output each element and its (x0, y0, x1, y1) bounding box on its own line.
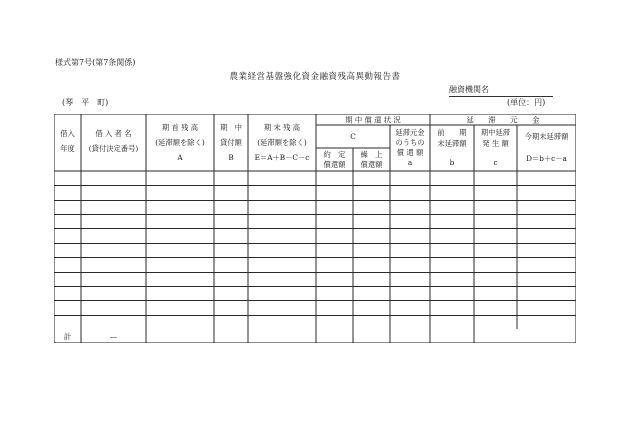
header-loaned: B (228, 153, 234, 162)
header-overdue-repaid: 延滞元金 (395, 128, 425, 137)
header-closing-balance: E＝A＋B－C－c (254, 153, 310, 162)
financing-institution-label: 融資機関名 (449, 85, 489, 94)
header-opening-balance: A (177, 153, 183, 162)
header-year: 借入 (60, 129, 75, 138)
total-label: 計 (63, 332, 72, 341)
unit-note: (単位：円) (507, 98, 546, 107)
header-year: 年度 (60, 144, 75, 153)
header-prior-overdue: 前 期 (437, 128, 467, 137)
header-overdue-repaid: のうちの (395, 138, 425, 147)
header-borrower: 借 入 者 名 (95, 129, 132, 138)
row-lines (54, 186, 576, 316)
header-new-overdue: 発 生 額 (482, 139, 509, 148)
municipality-label: (琴 平 町) (62, 98, 109, 107)
header-closing-balance: 期 末 残 高 (263, 123, 301, 132)
header-prior-overdue: 末延滞額 (437, 139, 467, 148)
header-overdue-principal: 延 滞 元 金 (466, 115, 540, 125)
form-number-label: 様式第7号(第7条関係) (55, 58, 136, 67)
header-repayment-c: C (350, 132, 356, 141)
header-end-overdue: D＝b＋c－a (526, 154, 567, 163)
header-new-overdue: 期中延滞 (480, 128, 511, 137)
institution-name-underline (449, 96, 553, 97)
header-overdue-repaid: a (407, 158, 413, 167)
total-borrower-dash: — (109, 332, 118, 341)
header-closing-balance: (延滞額を除く) (257, 138, 307, 147)
document-title: 農業経営基盤強化資金融資残高異動報告書 (229, 72, 401, 82)
header-repayment-status: 期 中 償 還 状 況 (345, 115, 401, 125)
header-prior-overdue: b (449, 158, 455, 167)
header-loaned: 期 中 (220, 123, 242, 132)
header-new-overdue: c (493, 158, 498, 167)
report-table (54, 114, 576, 343)
header-overdue-repaid: 償 還 額 (396, 148, 424, 157)
header-borrower: (貸付決定番号) (88, 144, 139, 153)
header-scheduled-repayment: 償還額 (323, 160, 346, 169)
header-early-repayment: 償還額 (360, 160, 383, 169)
header-scheduled-repayment: 約 定 (323, 150, 346, 159)
header-early-repayment: 繰 上 (360, 150, 383, 159)
header-loaned: 貸付額 (220, 138, 242, 147)
header-end-overdue: 今期末延滞額 (524, 132, 569, 141)
header-opening-balance: (延滞額を除く) (155, 138, 205, 147)
header-opening-balance: 期 首 残 高 (161, 123, 199, 132)
